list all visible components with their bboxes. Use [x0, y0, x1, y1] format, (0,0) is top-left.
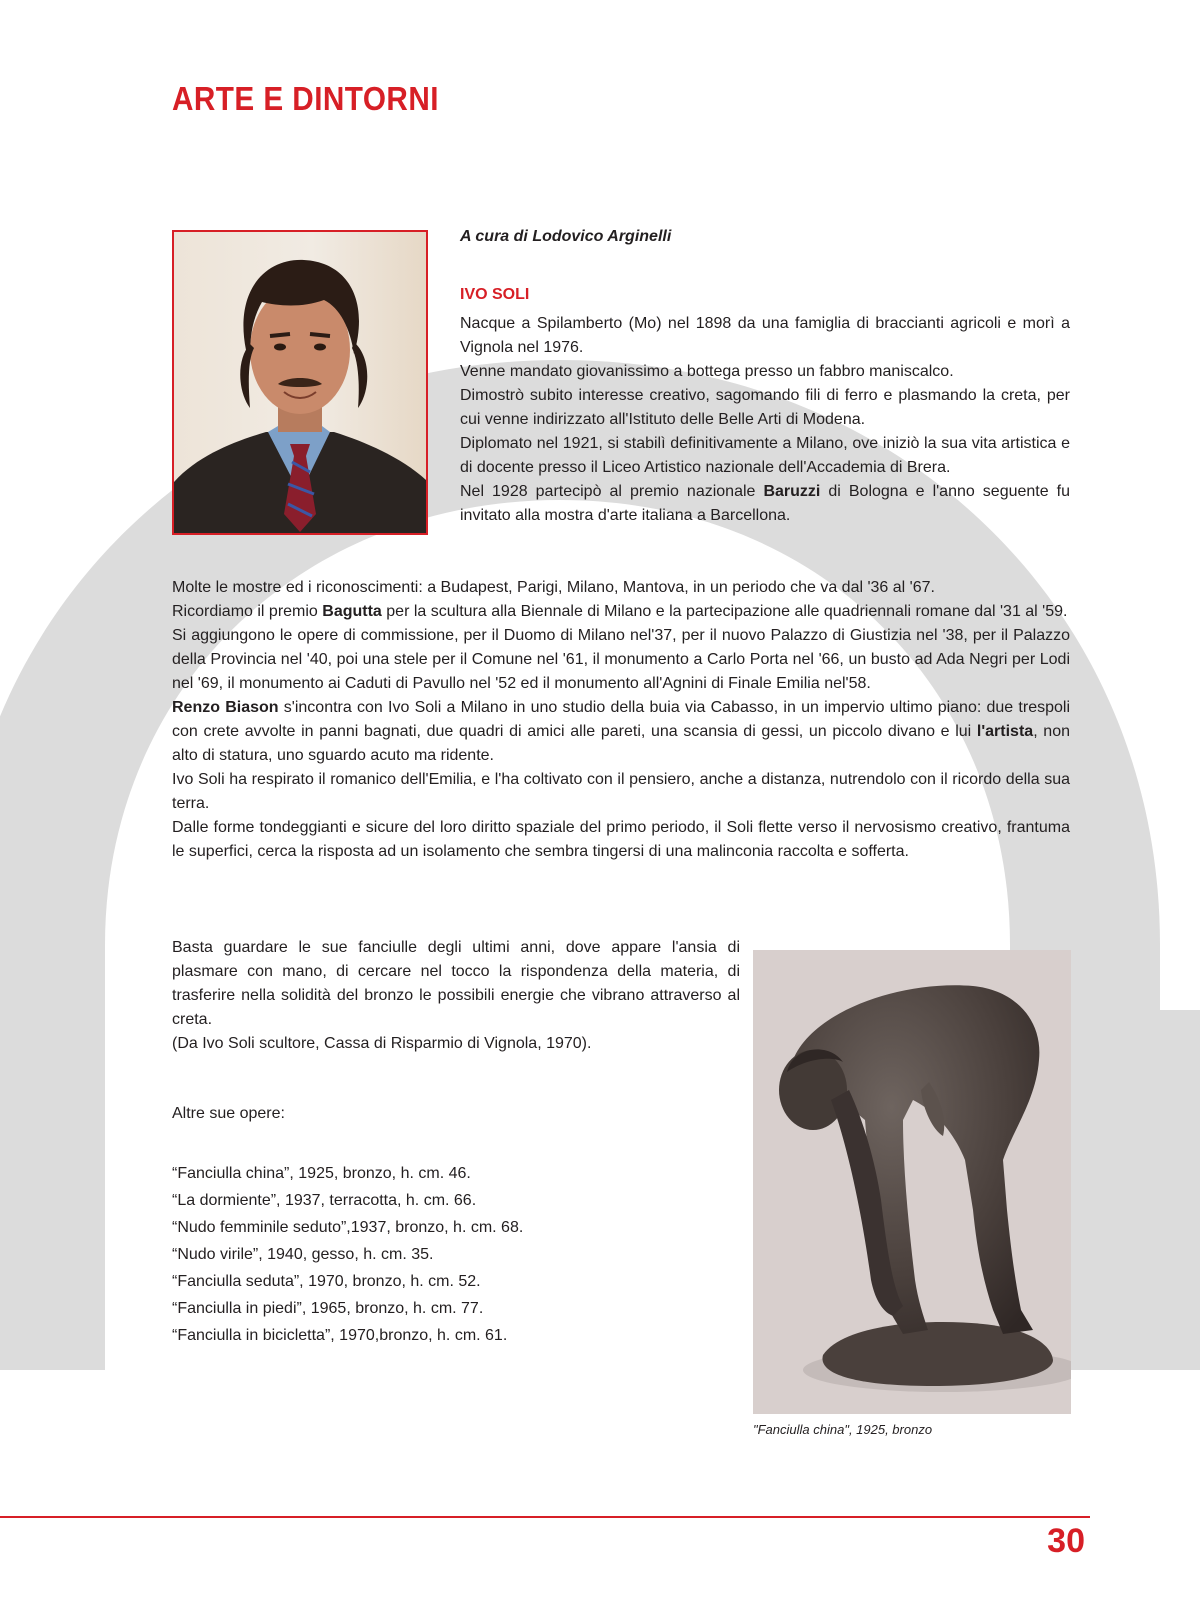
body-paragraph: Si aggiungono le opere di commissione, per il Duomo di Milano nel'37, per il nuovo Palazzo di Giustizia nel '38, per il Palazzo della Provincia nel '40, poi una stele per il Comune nel '61, il monumento a Carlo Porta nel '66, un busto ad Ada Negri per Lodi nel '69, il monumento ai Caduti di Pavullo nel '52 ed il monumento all'Agnini di Finale Emilia nel'58.	[172, 627, 1070, 692]
intro-paragraph: Nacque a Spilamberto (Mo) nel 1898 da una famiglia di braccianti agricoli e morì a Vignola nel 1976.	[460, 315, 1070, 356]
page-number: 30	[1047, 1522, 1085, 1560]
list-item: “Nudo femminile seduto”,1937, bronzo, h. cm. 68.	[172, 1219, 524, 1236]
body-paragraph: Renzo Biason s'incontra con Ivo Soli a Milano in uno studio della buia via Cabasso, in un impervio ultimo piano: due trespoli con crete avvolte in panni bagnati, due quadri di amici alle pareti, una scansia di gessi, un piccolo divano e lui l'artista, non alto di statura, uno sguardo acuto ma ridente.	[172, 699, 1071, 764]
portrait-photo	[172, 230, 428, 535]
intro-paragraph: Dimostrò subito interesse creativo, sagomando fili di ferro e plasmando la creta, per cui venne indirizzato all'Istituto delle Belle Arti di Modena.	[460, 387, 1070, 428]
intro-paragraph: Venne mandato giovanissimo a bottega presso un fabbro maniscalco.	[460, 363, 954, 380]
intro-paragraph: Nel 1928 partecipò al premio nazionale Baruzzi di Bologna e l'anno seguente fu invitato alla mostra d'arte italiana a Barcellona.	[460, 483, 1071, 524]
sculpture-illustration	[753, 950, 1071, 1414]
body-paragraph: Ivo Soli ha respirato il romanico dell'Emilia, e l'ha coltivato con il pensiero, anche a distanza, nutrendolo con il ricordo della sua terra.	[172, 771, 1070, 812]
body-paragraph: Dalle forme tondeggianti e sicure del loro diritto spaziale del primo periodo, il Soli flette verso il nervosismo creativo, frantuma le superfici, cerca la risposta ad un isolamento che sembra tingersi di una malinconia raccolta e sofferta.	[172, 819, 1070, 860]
section-title: ARTE E DINTORNI	[172, 80, 439, 117]
list-item: “La dormiente”, 1937, terracotta, h. cm. 66.	[172, 1192, 477, 1209]
portrait-illustration	[174, 232, 426, 533]
body-paragraph: Molte le mostre ed i riconoscimenti: a Budapest, Parigi, Milano, Mantova, in un periodo che va dal '36 al '67.	[172, 579, 935, 596]
article-body	[172, 576, 1070, 864]
list-item: “Nudo virile”, 1940, gesso, h. cm. 35.	[172, 1246, 434, 1263]
sculpture-photo	[753, 950, 1071, 1414]
intro-paragraph: Diplomato nel 1921, si stabilì definitivamente a Milano, ove iniziò la sua vita artistica e di docente presso il Liceo Artistico nazionale dell'Accademia di Brera.	[460, 435, 1070, 476]
list-item: “Fanciulla seduta”, 1970, bronzo, h. cm. 52.	[172, 1273, 481, 1290]
body-paragraph: Basta guardare le sue fanciulle degli ultimi anni, dove appare l'ansia di plasmare con mano, di cercare nel tocco la rispondenza della materia, di trasferire nella solidità del bronzo le possibili energie che vibrano attraverso al creta.	[172, 939, 740, 1028]
footer-rule	[0, 1516, 1090, 1518]
list-item: “Fanciulla in piedi”, 1965, bronzo, h. cm. 77.	[172, 1300, 484, 1317]
works-list	[172, 1160, 523, 1349]
article-byline: A cura di Lodovico Arginelli	[460, 228, 672, 245]
body-paragraph: Ricordiamo il premio Bagutta per la scultura alla Biennale di Milano e la partecipazione alle quadriennali romane dal '31 al '59.	[172, 603, 1068, 620]
source-citation: (Da Ivo Soli scultore, Cassa di Risparmio di Vignola, 1970).	[172, 1035, 592, 1052]
article-title: IVO SOLI	[460, 286, 530, 303]
list-item: “Fanciulla in bicicletta”, 1970,bronzo, h. cm. 61.	[172, 1327, 508, 1344]
article-body-side	[172, 936, 740, 1056]
image-caption: "Fanciulla china", 1925, bronzo	[753, 1422, 933, 1437]
works-heading: Altre sue opere:	[172, 1105, 285, 1122]
list-item: “Fanciulla china”, 1925, bronzo, h. cm. 46.	[172, 1165, 471, 1182]
article-intro	[460, 312, 1070, 528]
